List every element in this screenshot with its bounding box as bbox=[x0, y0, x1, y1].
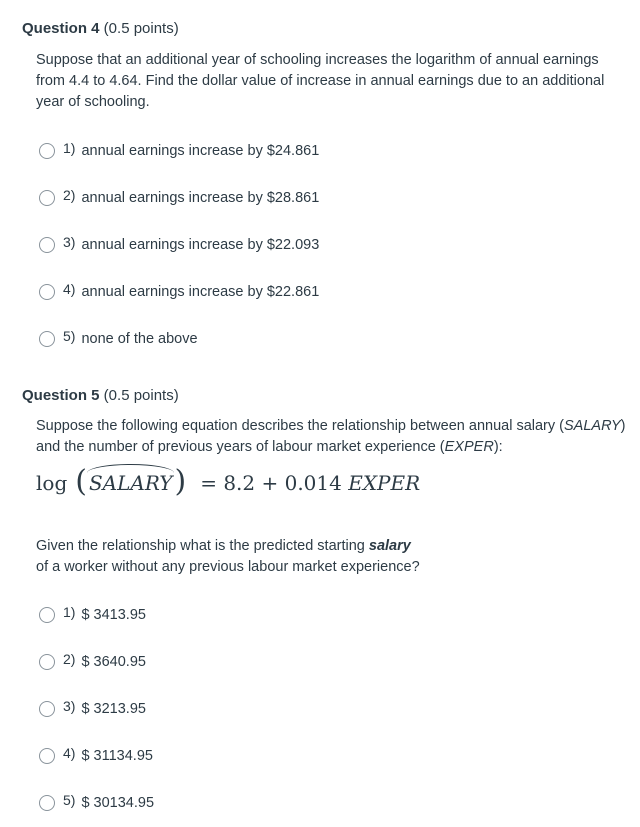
option-label: none of the above bbox=[81, 331, 198, 347]
radio-button[interactable] bbox=[39, 237, 55, 253]
q5-given-part: of a worker without any previous labour market experience? bbox=[36, 559, 420, 575]
option-number: 2) bbox=[63, 187, 76, 203]
radio-button[interactable] bbox=[39, 331, 55, 347]
q4-option-1[interactable] bbox=[39, 141, 319, 161]
equation-log: log bbox=[36, 471, 68, 495]
equation-salary-hat: SALARY bbox=[88, 471, 173, 495]
equation-rhs: = 8.2 + 0.014 bbox=[200, 471, 349, 495]
option-number: 5) bbox=[63, 328, 76, 344]
option-label: annual earnings increase by $24.861 bbox=[81, 143, 320, 159]
equation-paren-open: ( bbox=[75, 464, 87, 499]
option-number: 4) bbox=[63, 745, 76, 761]
q5-text-exper: EXPER bbox=[444, 439, 494, 455]
q5-text-salary: SALARY bbox=[563, 418, 621, 434]
option-number: 4) bbox=[63, 281, 76, 297]
option-label: $ 3413.95 bbox=[81, 607, 146, 623]
q5-option-1[interactable] bbox=[39, 605, 146, 625]
question-4-label: Question 4 bbox=[22, 20, 100, 37]
option-number: 3) bbox=[63, 698, 76, 714]
radio-button[interactable] bbox=[39, 795, 55, 811]
option-label: $ 3640.95 bbox=[81, 654, 146, 670]
q5-option-5[interactable] bbox=[39, 793, 154, 813]
question-4-points: (0.5 points) bbox=[99, 20, 179, 37]
question-5-given bbox=[36, 536, 626, 578]
question-4-title bbox=[22, 20, 179, 37]
q5-given-part: Given the relationship what is the predicted starting bbox=[36, 538, 369, 554]
radio-button[interactable] bbox=[39, 607, 55, 623]
option-number: 3) bbox=[63, 234, 76, 250]
q5-option-3[interactable] bbox=[39, 699, 146, 719]
option-number: 2) bbox=[63, 651, 76, 667]
q5-text-part: Suppose the following equation describes the relationship between annual salary ( bbox=[36, 418, 564, 434]
radio-button[interactable] bbox=[39, 748, 55, 764]
question-5-label: Question 5 bbox=[22, 387, 100, 404]
option-label: annual earnings increase by $22.093 bbox=[81, 237, 320, 253]
q5-text-part: ) and the number of previous years of labour market experience ( bbox=[36, 418, 626, 455]
option-label: $ 31134.95 bbox=[81, 748, 153, 764]
equation-exper: EXPER bbox=[348, 471, 421, 495]
q4-option-4[interactable] bbox=[39, 282, 319, 302]
q4-option-2[interactable] bbox=[39, 188, 319, 208]
question-4-text: Suppose that an additional year of schooling increases the logarithm of annual earnings from 4.4 to 4.64. Find the dollar value of increase in annual earnings due to an additional year of schooling. bbox=[36, 52, 605, 110]
q5-text-part: ): bbox=[493, 439, 503, 455]
option-number: 1) bbox=[63, 140, 76, 156]
option-label: annual earnings increase by $28.861 bbox=[81, 190, 320, 206]
question-5-text bbox=[36, 416, 626, 458]
radio-button[interactable] bbox=[39, 143, 55, 159]
option-label: $ 30134.95 bbox=[81, 795, 155, 811]
radio-button[interactable] bbox=[39, 654, 55, 670]
option-label: $ 3213.95 bbox=[81, 701, 146, 717]
option-number: 5) bbox=[63, 792, 76, 808]
option-number: 1) bbox=[63, 604, 76, 620]
q4-option-3[interactable] bbox=[39, 235, 319, 255]
question-5-title bbox=[22, 387, 179, 404]
equation-paren-close: ) bbox=[174, 464, 187, 499]
q5-option-4[interactable] bbox=[39, 746, 153, 766]
radio-button[interactable] bbox=[39, 701, 55, 717]
question-5-points: (0.5 points) bbox=[99, 387, 179, 404]
radio-button[interactable] bbox=[39, 284, 55, 300]
q5-option-2[interactable] bbox=[39, 652, 146, 672]
option-label: annual earnings increase by $22.861 bbox=[81, 284, 320, 300]
q4-option-5[interactable] bbox=[39, 329, 198, 349]
salary-equation bbox=[36, 464, 421, 499]
q5-given-salary: salary bbox=[368, 538, 411, 554]
radio-button[interactable] bbox=[39, 190, 55, 206]
